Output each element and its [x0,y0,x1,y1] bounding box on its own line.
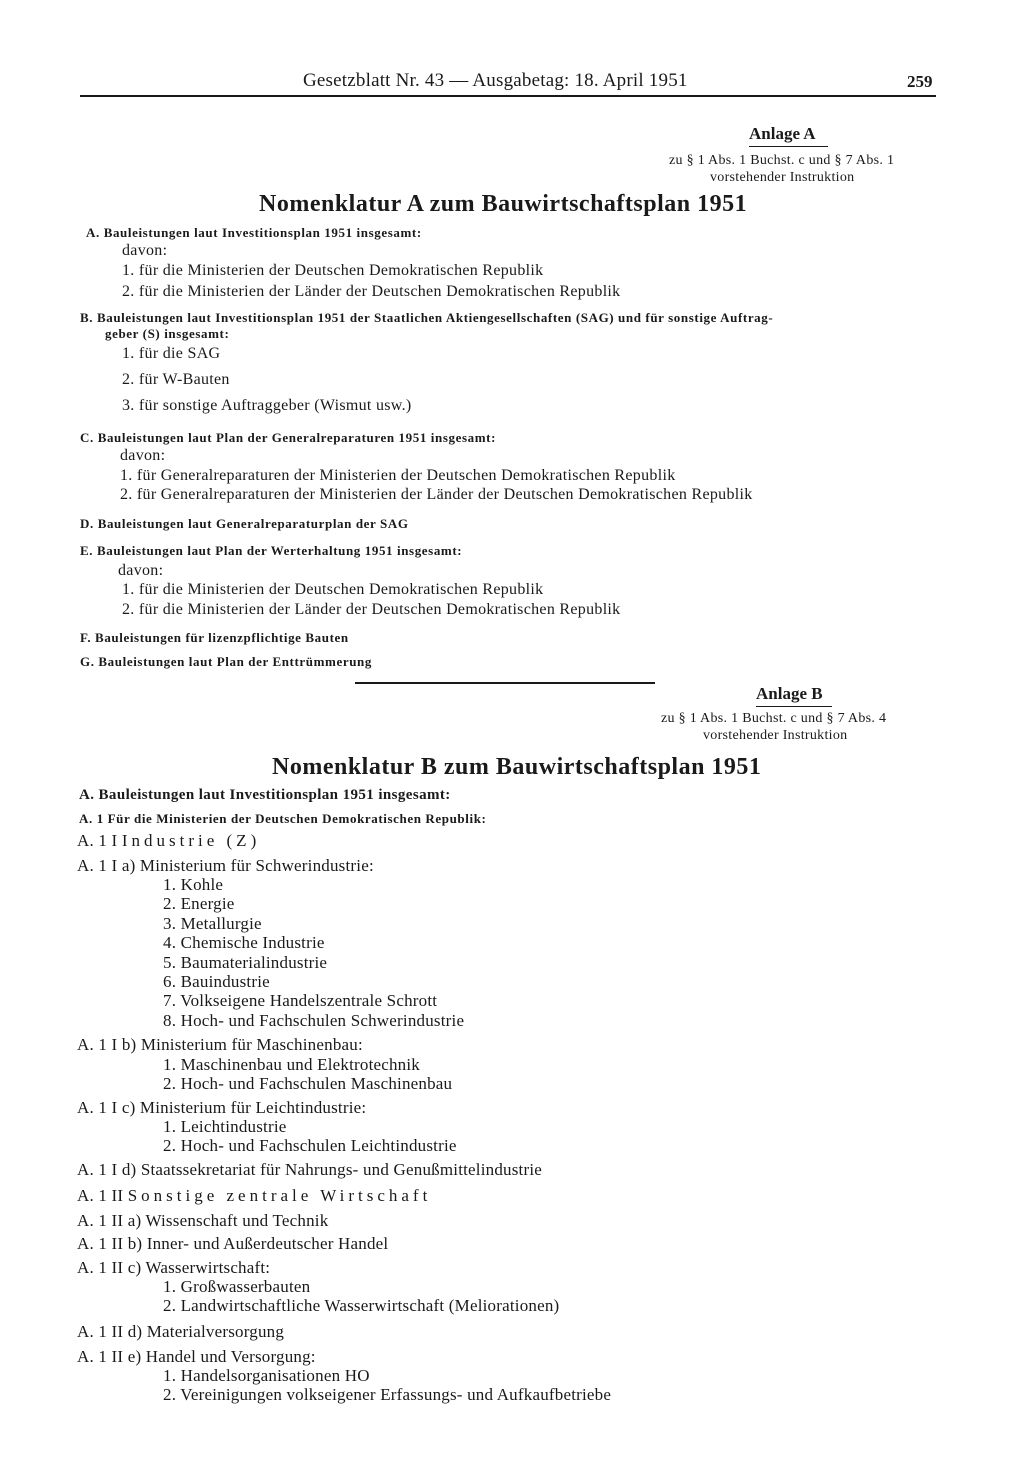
list-item: 2. für Generalreparaturen der Ministerien der Länder der Deutschen Demokratischen Republik [120,486,753,503]
anlage-b-reference: zu § 1 Abs. 1 Buchst. c und § 7 Abs. 4 [661,711,887,726]
list-item: 1. Leichtindustrie [163,1117,287,1136]
anlage-b-underline [756,706,832,707]
group-iib: A. 1 II b) Inner- und Außerdeutscher Handel [77,1234,389,1253]
list-item: 1. für die SAG [122,345,221,362]
sonstige-wirtschaft-line [77,1186,431,1206]
list-item: 1. für Generalreparaturen der Ministerien der Deutschen Demokratischen Republik [120,467,676,484]
list-item: 1. Handelsorganisationen HO [163,1366,370,1385]
section-g-heading: G. Bauleistungen laut Plan der Enttrümmerung [80,654,372,669]
section-b-heading: B. Bauleistungen laut Investitionsplan 1951 der Staatlichen Aktiengesellschaften (SAG) und für sonstige Auftrag- [80,310,774,325]
industrie-text: Industrie (Z) [121,831,261,850]
list-item: 1. für die Ministerien der Deutschen Demokratischen Republik [122,262,544,279]
group-iid: A. 1 II d) Materialversorgung [77,1322,285,1341]
group-iia: A. 1 II a) Wissenschaft und Technik [77,1211,329,1230]
group-iic: A. 1 II c) Wasserwirtschaft: [77,1258,271,1277]
list-item: 2. Vereinigungen volkseigener Erfassungs- und Aufkaufbetriebe [163,1385,612,1404]
b-section-a1-heading: A. 1 Für die Ministerien der Deutschen Demokratischen Republik: [79,811,487,826]
nomenklatur-b-title: Nomenklatur B zum Bauwirtschaftsplan 1951 [272,754,762,780]
header-rule [80,95,936,97]
list-item: 1. für die Ministerien der Deutschen Demokratischen Republik [122,581,544,598]
list-item: 2. für W-Bauten [122,371,230,388]
industrie-line [77,831,260,851]
list-item: 1. Maschinenbau und Elektrotechnik [163,1055,421,1074]
list-item: 2. Landwirtschaftliche Wasserwirtschaft (Meliorationen) [163,1296,560,1315]
list-item: 2. für die Ministerien der Länder der Deutschen Demokratischen Republik [122,601,621,618]
group-ic: A. 1 I c) Ministerium für Leichtindustrie: [77,1098,367,1117]
davon-label: davon: [118,562,164,579]
b-section-a-heading: A. Bauleistungen laut Investitionsplan 1951 insgesamt: [79,787,451,803]
anlage-b-label: Anlage B [756,684,823,703]
list-item: 3. Metallurgie [163,914,262,933]
section-e-heading: E. Bauleistungen laut Plan der Werterhaltung 1951 insgesamt: [80,543,463,558]
list-item: 6. Bauindustrie [163,972,270,991]
davon-label: davon: [122,242,168,259]
section-c-heading: C. Bauleistungen laut Plan der Generalreparaturen 1951 insgesamt: [80,430,496,445]
section-divider [355,682,655,684]
sonstige-code: A. 1 II [77,1186,124,1205]
list-item: 3. für sonstige Auftraggeber (Wismut usw.) [122,397,412,414]
section-b-heading-cont: geber (S) insgesamt: [105,326,230,341]
sonstige-text: Sonstige zentrale Wirtschaft [127,1186,432,1205]
anlage-a-underline [749,146,828,147]
list-item: 4. Chemische Industrie [163,933,325,952]
running-header: Gesetzblatt Nr. 43 — Ausgabetag: 18. April 1951 [303,70,688,91]
nomenklatur-a-title: Nomenklatur A zum Bauwirtschaftsplan 1951 [259,191,748,217]
davon-label: davon: [120,447,166,464]
anlage-a-label: Anlage A [749,124,816,143]
group-ia: A. 1 I a) Ministerium für Schwerindustrie: [77,856,374,875]
industrie-code: A. 1 I [77,831,118,850]
list-item: 2. Hoch- und Fachschulen Leichtindustrie [163,1136,457,1155]
group-id: A. 1 I d) Staatssekretariat für Nahrungs- und Genußmittelindustrie [77,1160,543,1179]
anlage-a-reference: zu § 1 Abs. 1 Buchst. c und § 7 Abs. 1 [669,153,895,168]
section-f-heading: F. Bauleistungen für lizenzpflichtige Bauten [80,630,349,645]
anlage-a-reference-2: vorstehender Instruktion [710,170,855,185]
list-item: 1. Großwasserbauten [163,1277,311,1296]
list-item: 1. Kohle [163,875,224,894]
section-a-heading: A. Bauleistungen laut Investitionsplan 1951 insgesamt: [86,225,422,240]
group-ib: A. 1 I b) Ministerium für Maschinenbau: [77,1035,363,1054]
section-d-heading: D. Bauleistungen laut Generalreparaturplan der SAG [80,516,409,531]
list-item: 2. Hoch- und Fachschulen Maschinenbau [163,1074,453,1093]
list-item: 2. für die Ministerien der Länder der Deutschen Demokratischen Republik [122,283,621,300]
anlage-b-reference-2: vorstehender Instruktion [703,728,848,743]
list-item: 2. Energie [163,894,235,913]
list-item: 8. Hoch- und Fachschulen Schwerindustrie [163,1011,465,1030]
list-item: 5. Baumaterialindustrie [163,953,328,972]
page-number: 259 [907,72,933,91]
group-iie: A. 1 II e) Handel und Versorgung: [77,1347,316,1366]
list-item: 7. Volkseigene Handelszentrale Schrott [163,991,438,1010]
